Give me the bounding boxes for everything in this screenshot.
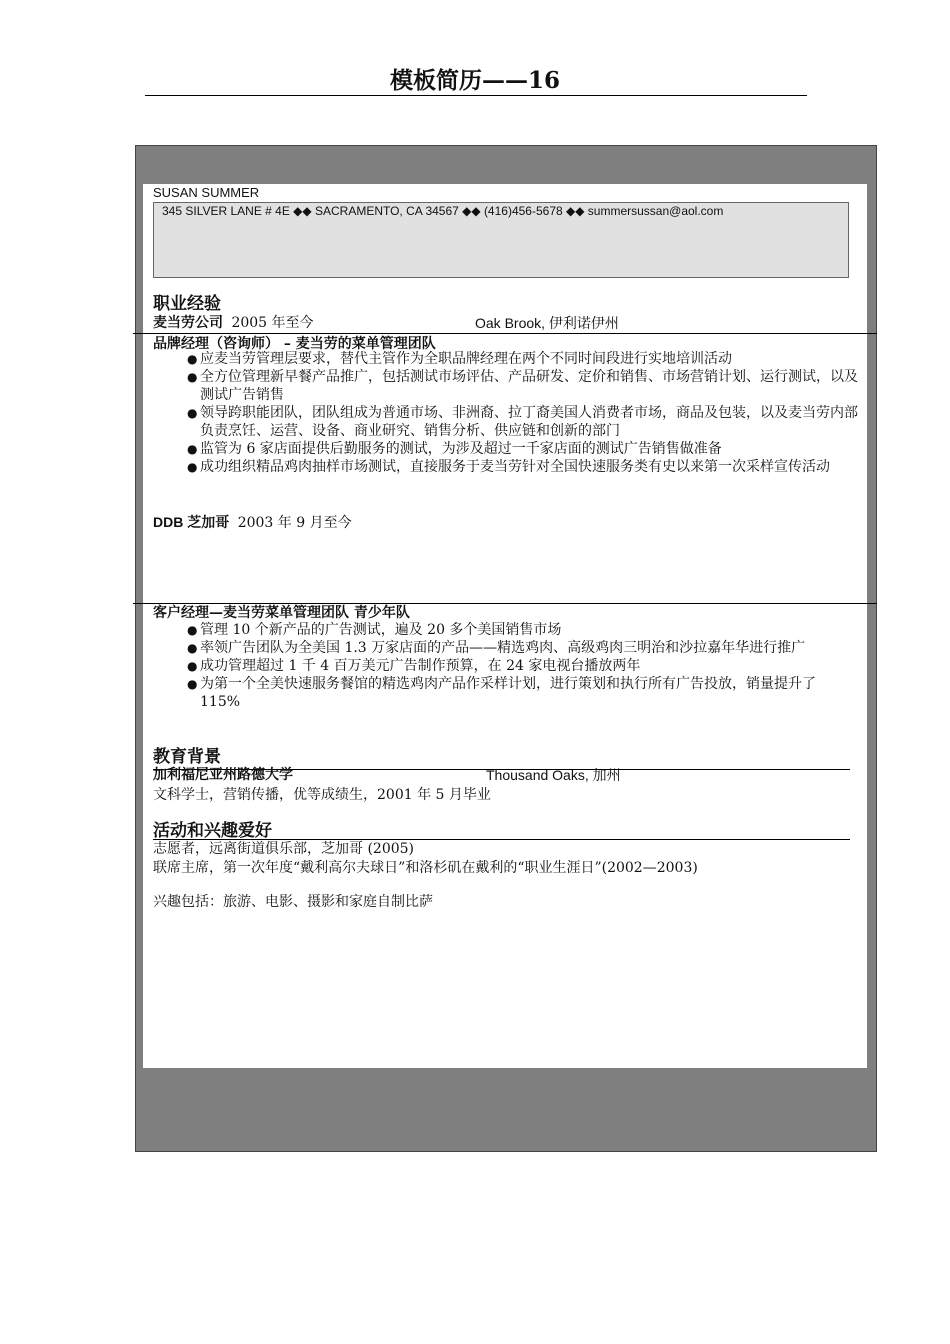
list-item: ● 为第一个全美快速服务餐馆的精选鸡肉产品作采样计划，进行策划和执行所有广告投放，销量提升了 115% xyxy=(187,676,816,710)
contact-box xyxy=(153,202,849,278)
job-1-company: 麦当劳公司 xyxy=(153,315,223,331)
candidate-name: SUSAN SUMMER xyxy=(153,185,260,200)
education-location: Thousand Oaks, 加州 xyxy=(486,767,621,783)
list-item: ● 应麦当劳管理层要求，替代主管作为全职品牌经理在两个不同时间段进行实地培训活动 xyxy=(187,351,732,367)
list-item: ● 成功组织精品鸡肉抽样市场测试，直接服务于麦当劳针对全国快速服务类有史以来第一次采样宣传活动 xyxy=(187,459,830,475)
list-item: ● 监管为 6 家店面提供后勤服务的测试，为涉及超过一千家店面的测试广告销售做准备 xyxy=(187,441,722,457)
list-item: ● 全方位管理新早餐产品推广，包括测试市场评估、产品研发、定价和销售、市场营销计划、运行测试，以及测试广告销售 xyxy=(187,369,858,403)
education-degree: 文科学士，营销传播，优等成绩生，2001 年 5 月毕业 xyxy=(153,787,491,803)
job-1-role: 品牌经理（咨询师） – 麦当劳的菜单管理团队 xyxy=(153,336,436,352)
job-1-bullets xyxy=(187,350,859,476)
list-item: ● 领导跨职能团队，团队组成为普通市场、非洲裔、拉丁裔美国人消费者市场，商品及包装，以及麦当劳内部负责烹饪、运营、设备、商业研究、销售分析、供应链和创新的部门 xyxy=(187,405,858,439)
job-1-divider xyxy=(133,333,877,334)
contact-line: 345 SILVER LANE # 4E ◆◆ SACRAMENTO, CA 34567 ◆◆ (416)456-5678 ◆◆ summersussan@aol.com xyxy=(162,204,724,218)
job-1-location: Oak Brook, 伊利诺伊州 xyxy=(475,315,619,331)
experience-heading: 职业经验 xyxy=(153,294,221,314)
document-title: 模板简历——16 xyxy=(389,67,560,94)
list-item: ● 成功管理超过 1 千 4 百万美元广告制作预算，在 24 家电视台播放两年 xyxy=(187,658,641,674)
education-heading: 教育背景 xyxy=(153,747,221,767)
activity-line-2: 联席主席，第一次年度“戴利高尔夫球日”和洛杉矶在戴利的“职业生涯日”(2002—2003) xyxy=(153,860,698,876)
job-1-header xyxy=(153,314,314,332)
interests-line: 兴趣包括：旅游、电影、摄影和家庭自制比萨 xyxy=(153,894,433,910)
title-underline xyxy=(145,95,807,96)
resume-sheet xyxy=(143,184,867,1068)
list-item: ● 管理 10 个新产品的广告测试，遍及 20 多个美国销售市场 xyxy=(187,622,562,638)
education-school: 加利福尼亚州路德大学 xyxy=(153,767,293,783)
activities-heading: 活动和兴趣爱好 xyxy=(153,821,272,841)
job-2-role: 客户经理—麦当劳菜单管理团队 青少年队 xyxy=(153,605,410,621)
job-2-company: DDB 芝加哥 xyxy=(153,514,230,530)
job-1-dates: 2005 年至今 xyxy=(231,315,314,331)
job-2-dates: 2003 年 9 月至今 xyxy=(237,515,352,531)
activity-line-1: 志愿者，远离街道俱乐部，芝加哥 (2005) xyxy=(153,841,415,857)
job-2-bullets xyxy=(187,621,859,711)
job-2-header xyxy=(153,513,352,532)
list-item: ● 率领广告团队为全美国 1.3 万家店面的产品——精选鸡肉、高级鸡肉三明治和沙拉嘉年华进行推广 xyxy=(187,640,806,656)
